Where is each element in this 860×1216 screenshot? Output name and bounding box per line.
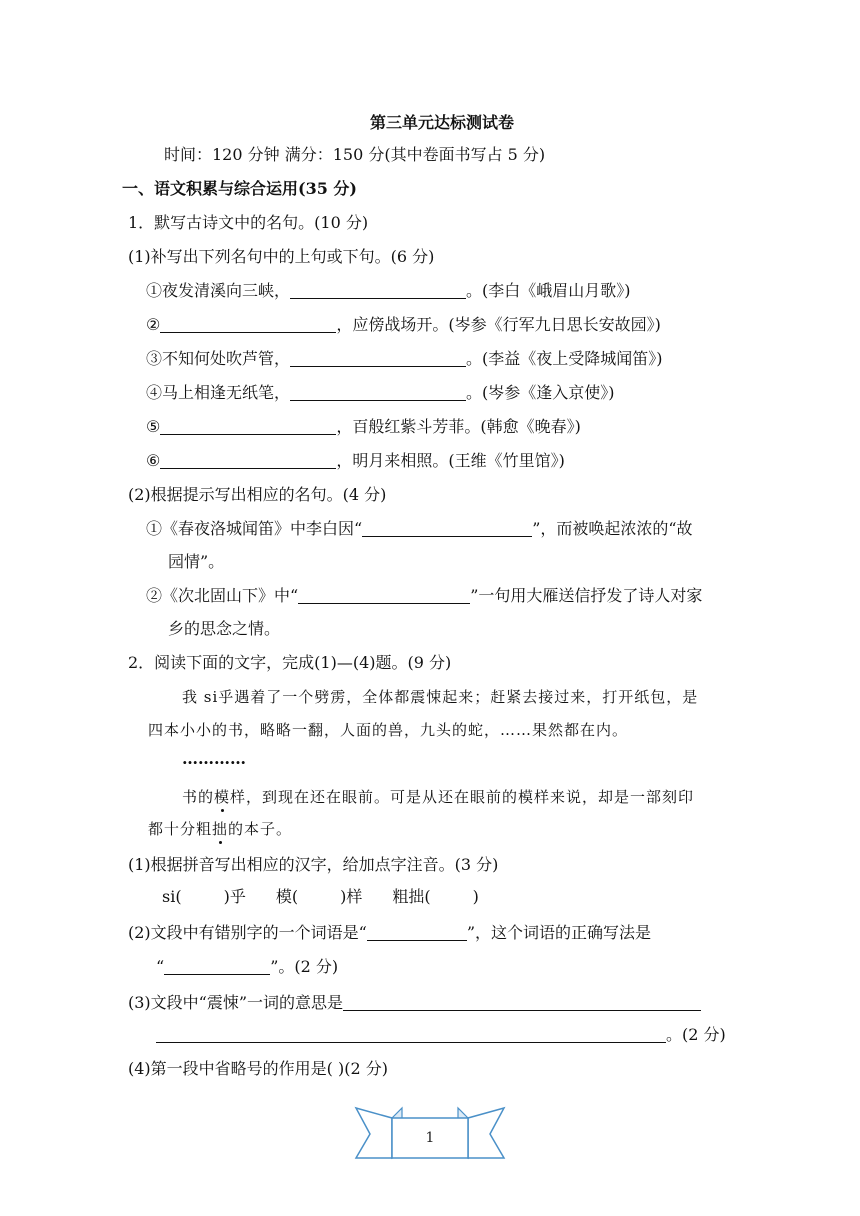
question-text: 。(2 分): [666, 1025, 726, 1044]
fill-item: [146, 382, 615, 404]
sub-question-3: [128, 992, 701, 1014]
page-title: 第三单元达标测试卷: [370, 113, 515, 132]
fill-item-prefix: ①夜发清溪向三峡，: [146, 281, 291, 300]
prompt-prefix: ②《次北固山下》中“: [146, 586, 299, 605]
answer-blank[interactable]: [156, 1026, 666, 1043]
question-text: ”，这个词语的正确写法是: [466, 923, 652, 942]
page-number-ribbon: [352, 1100, 508, 1170]
answer-blank[interactable]: [290, 282, 466, 299]
answer-blank[interactable]: [160, 452, 336, 469]
answer-blank[interactable]: [298, 587, 470, 604]
fill-item-suffix: ，明月来相照。(王维《竹里馆》): [336, 451, 565, 470]
prompt-suffix: ”，而被唤起浓浓的“故: [532, 519, 693, 538]
dotted-character: 拙: [212, 820, 229, 838]
sub-question-1: (1)根据拼音写出相应的汉字，给加点字注音。(3 分): [128, 855, 499, 874]
reading-passage-line: [182, 786, 694, 808]
question-text: (3)文段中“震悚”一词的意思是: [128, 993, 344, 1012]
fill-item: [146, 314, 661, 336]
pinyin-answer-row: [162, 886, 479, 908]
fill-item-suffix: 。(李白《峨眉山月歌》): [466, 281, 631, 300]
pinyin-label: ): [472, 887, 479, 906]
fill-item-prefix: ②: [146, 315, 161, 334]
question-text: “: [156, 957, 165, 976]
question-1-heading: 1．默写古诗文中的名句。(10 分): [128, 213, 369, 232]
fill-item: [146, 348, 663, 370]
pinyin-label: )样: [340, 887, 363, 906]
fill-item-suffix: ，应傍战场开。(岑参《行军九日思长安故园》): [336, 315, 661, 334]
question-2-heading: 2．阅读下面的文字，完成(1)—(4)题。(9 分): [128, 653, 452, 672]
prompt-continuation: 园情”。: [168, 552, 225, 571]
sub-question-4: (4)第一段中省略号的作用是( )(2 分): [128, 1059, 388, 1078]
reading-passage-line: [148, 818, 292, 840]
fill-item: [146, 280, 631, 302]
section-heading: 一、语文积累与综合运用(35 分): [122, 179, 357, 198]
dotted-character: 模: [214, 788, 231, 806]
page-number: 1: [425, 1130, 435, 1146]
exam-meta: 时间：120 分钟 满分：150 分(其中卷面书写占 5 分): [164, 145, 546, 164]
fill-item-prefix: ⑤: [146, 417, 161, 436]
pinyin-label: )乎: [223, 887, 246, 906]
answer-blank[interactable]: [160, 316, 336, 333]
fill-item-prefix: ③不知何处吹芦管，: [146, 349, 291, 368]
answer-blank[interactable]: [343, 994, 701, 1011]
question-text: (2)文段中有错别字的一个词语是“: [128, 923, 367, 942]
answer-blank[interactable]: [290, 384, 466, 401]
prompt-item: [146, 585, 702, 607]
prompt-prefix: ①《春夜洛城闻笛》中李白因“: [146, 519, 363, 538]
fill-item-suffix: 。(李益《夜上受降城闻笛》): [466, 349, 663, 368]
fill-item-prefix: ⑥: [146, 451, 161, 470]
question-1-part-1: (1)补写出下列名句中的上句或下句。(6 分): [128, 247, 435, 266]
reading-passage-line: 我 si乎遇着了一个劈雳，全体都震悚起来；赶紧去接过来，打开纸包，是: [182, 688, 699, 706]
passage-text: 的本子。: [228, 820, 293, 838]
sub-question-2-cont: [156, 956, 338, 978]
fill-item-suffix: 。(岑参《逢入京使》): [466, 383, 615, 402]
answer-blank[interactable]: [164, 958, 270, 975]
sub-question-3-cont: [156, 1024, 726, 1046]
passage-text: 样，到现在还在眼前。可是从还在眼前的模样来说，却是一部刻印: [230, 788, 695, 806]
pinyin-label: si(: [162, 887, 182, 906]
pinyin-label: 模(: [275, 887, 299, 906]
prompt-item: [146, 518, 693, 540]
question-1-part-2: (2)根据提示写出相应的名句。(4 分): [128, 485, 387, 504]
passage-text: 都十分粗: [148, 820, 213, 838]
passage-text: 书的: [182, 788, 215, 806]
fill-item: [146, 416, 581, 438]
prompt-continuation: 乡的思念之情。: [168, 619, 281, 638]
question-text: ”。(2 分): [270, 957, 339, 976]
fill-item-prefix: ④马上相逢无纸笔，: [146, 383, 291, 402]
answer-blank[interactable]: [290, 350, 466, 367]
prompt-suffix: ”一句用大雁送信抒发了诗人对家: [470, 586, 703, 605]
answer-blank[interactable]: [160, 418, 336, 435]
reading-passage-line: 四本小小的书，略略一翻，人面的兽，九头的蛇，……果然都在内。: [148, 721, 629, 739]
answer-blank[interactable]: [362, 520, 532, 537]
ellipsis-marker: …………: [182, 749, 246, 768]
sub-question-2: [128, 922, 651, 944]
pinyin-label: 粗拙(: [392, 887, 431, 906]
fill-item-suffix: ，百般红紫斗芳菲。(韩愈《晚春》): [336, 417, 581, 436]
fill-item: [146, 450, 565, 472]
answer-blank[interactable]: [367, 924, 467, 941]
